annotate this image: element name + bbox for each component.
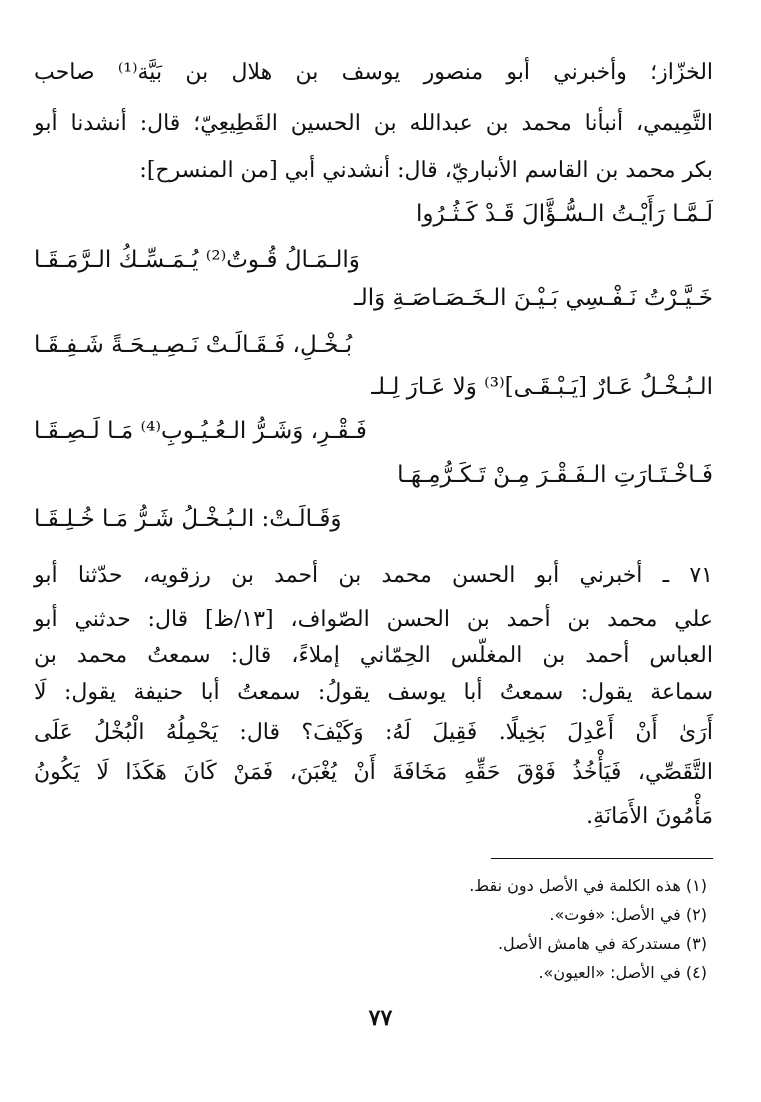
verse-line: وَالـمَـالُ قُـوتٌ⁽²⁾ يُـمَـسِّـكُ الـرَّمَـقَـا: [34, 247, 360, 273]
body-line: التَّمِيمي، أنبأنا محمد بن عبدالله بن الحسين القَطِيعِيّ؛ قال: أنشدنا أبو: [34, 111, 713, 136]
verse-line: وَقَـالَـتْ: الـبُـخْـلُ شَـرُّ مَـا خُـلِـقَـا: [34, 506, 342, 532]
paragraph-line: أَرَىٰ أَنْ أَعْدِلَ بَخِيلًا. فَقِيلَ لَهُ: وَكَيْفَ؟ قال: يَحْمِلُهُ الْبُخْلُ عَلَى: [34, 720, 713, 745]
footnote: (١) هذه الكلمة في الأصل دون نقط.: [469, 876, 707, 895]
footnote: (٢) في الأصل: «فوت».: [549, 905, 707, 924]
body-line: بكر محمد بن القاسم الأنباريّ، قال: أنشدني أبي [من المنسرح]:: [139, 158, 713, 183]
footnote-divider: [491, 858, 713, 859]
paragraph-line: العباس أحمد بن المغلّس الحِمّاني إملاءً، قال: سمعتُ محمد بن: [34, 643, 713, 668]
paragraph-line: مَأْمُونَ الأَمَانَةِ.: [586, 804, 713, 829]
verse-line: الـبُـخْـلُ عَـارٌ [يَـبْـقَـى]⁽³⁾ وَلا عَـارَ لِـلـ: [371, 374, 713, 400]
page-number: ٧٧: [368, 1005, 393, 1031]
paragraph-line: ٧١ ـ أخبرني أبو الحسن محمد بن أحمد بن رزقويه، حدّثنا أبو: [34, 563, 713, 588]
footnote: (٤) في الأصل: «العيون».: [538, 963, 707, 982]
paragraph-line: التَّقَصِّي، فَيَأْخُذُ فَوْقَ حَقِّهِ مَخَافَةَ أَنْ يُغْبَنَ، فَمَنْ كَانَ هَكَذَا لَا يَكُونُ: [34, 760, 714, 785]
verse-line: بُـخْـلِ، فَـقَـالَـتْ نَـصِـيـحَـةً شَـفِـقَـا: [34, 332, 353, 358]
verse-line: لَـمَّـا رَأَيْـتُ الـسُّـؤَّالَ قَـدْ كَـثُـرُوا: [416, 201, 713, 227]
verse-line: خَـيَّـرْتُ نَـفْـسِي بَـيْـنَ الـخَـصَـاصَـةِ وَالـ: [353, 285, 713, 311]
paragraph-line: سماعة يقول: سمعتُ أبا يوسف يقولُ: سمعتُ أبا حنيفة يقول: لَا: [34, 680, 713, 705]
paragraph-line: علي محمد بن أحمد بن الحسن الصّواف، [١٣/ظ] قال: حدثني أبو: [34, 607, 713, 632]
verse-line: فَـقْـرِ، وَشَـرُّ الـعُـيُـوبِ⁽⁴⁾ مَـا لَـصِـقَـا: [34, 418, 367, 444]
verse-line: فَـاخْـتَـارَتِ الـفَـقْـرَ مِـنْ تَـكَـرُّمِـهَـا: [397, 462, 713, 488]
footnote: (٣) مستدركة في هامش الأصل.: [497, 934, 707, 953]
body-line: الخزّاز؛ وأخبرني أبو منصور يوسف بن هلال بن بَيَّة⁽¹⁾ صاحب: [34, 60, 714, 85]
